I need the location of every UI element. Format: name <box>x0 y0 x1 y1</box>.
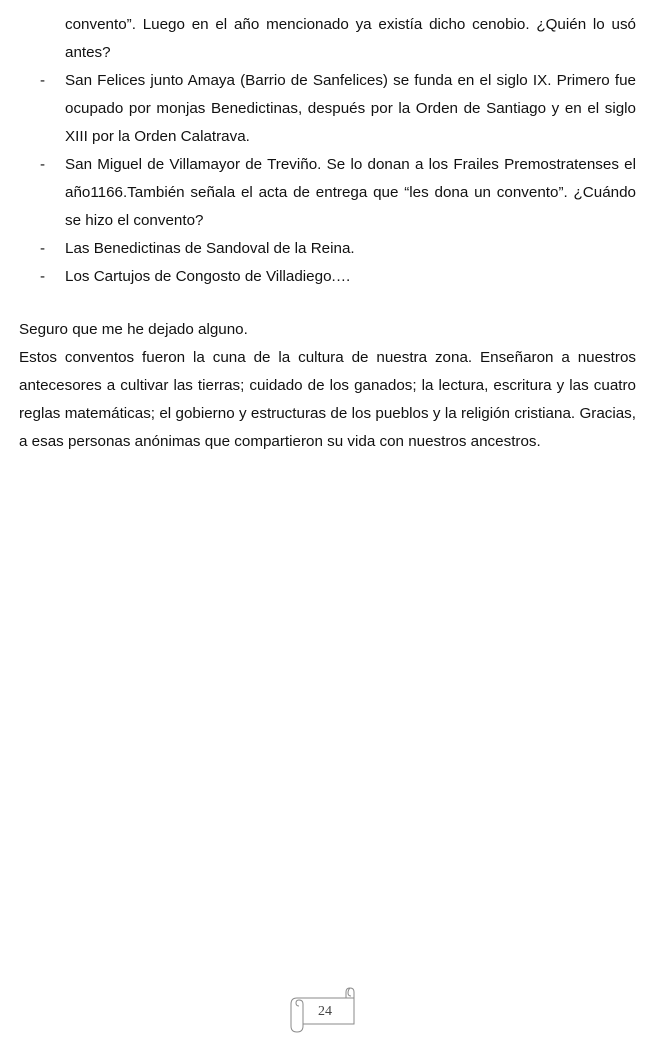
list-item <box>0 235 662 263</box>
list-item <box>0 151 662 235</box>
list-item-text: San Felices junto Amaya (Barrio de Sanfelices) se funda en el siglo IX. Primero fue ocupado por monjas Benedictinas, después por la Orden de Santiago y en el siglo XIII por la Orden Calatrava. <box>65 72 636 145</box>
list-item <box>0 11 662 67</box>
page-number: 24 <box>318 1004 332 1019</box>
list-dash: - <box>40 268 46 285</box>
list-item <box>0 67 662 151</box>
list-item-text: San Miguel de Villamayor de Treviño. Se lo donan a los Frailes Premostratenses el año1166.También señala el acta de entrega que “les dona un convento”. ¿Cuándo se hizo el convento? <box>65 156 636 229</box>
body-paragraph: Estos conventos fueron la cuna de la cultura de nuestra zona. Enseñaron a nuestros antecesores a cultivar las tierras; cuidado de los ganados; la lectura, escritura y las cuatro reglas matemáticas; el gobierno y estructuras de los pueblos y la religión cristiana. Gracias, a esas personas anónimas que compartieron su vida con nuestros ancestros. <box>19 349 636 450</box>
list-dash: - <box>40 240 46 257</box>
bullet-list <box>0 11 662 291</box>
list-dash: - <box>40 72 46 89</box>
list-dash: - <box>40 156 46 173</box>
page-number-box <box>288 986 360 1034</box>
list-item-text: Los Cartujos de Congosto de Villadiego.… <box>65 268 351 285</box>
closing-remark: Seguro que me he dejado alguno. <box>19 321 248 338</box>
list-item-text: Las Benedictinas de Sandoval de la Reina. <box>65 240 355 257</box>
list-item-text: convento”. Luego en el año mencionado ya existía dicho cenobio. ¿Quién lo usó antes? <box>65 16 636 61</box>
list-item <box>0 263 662 291</box>
